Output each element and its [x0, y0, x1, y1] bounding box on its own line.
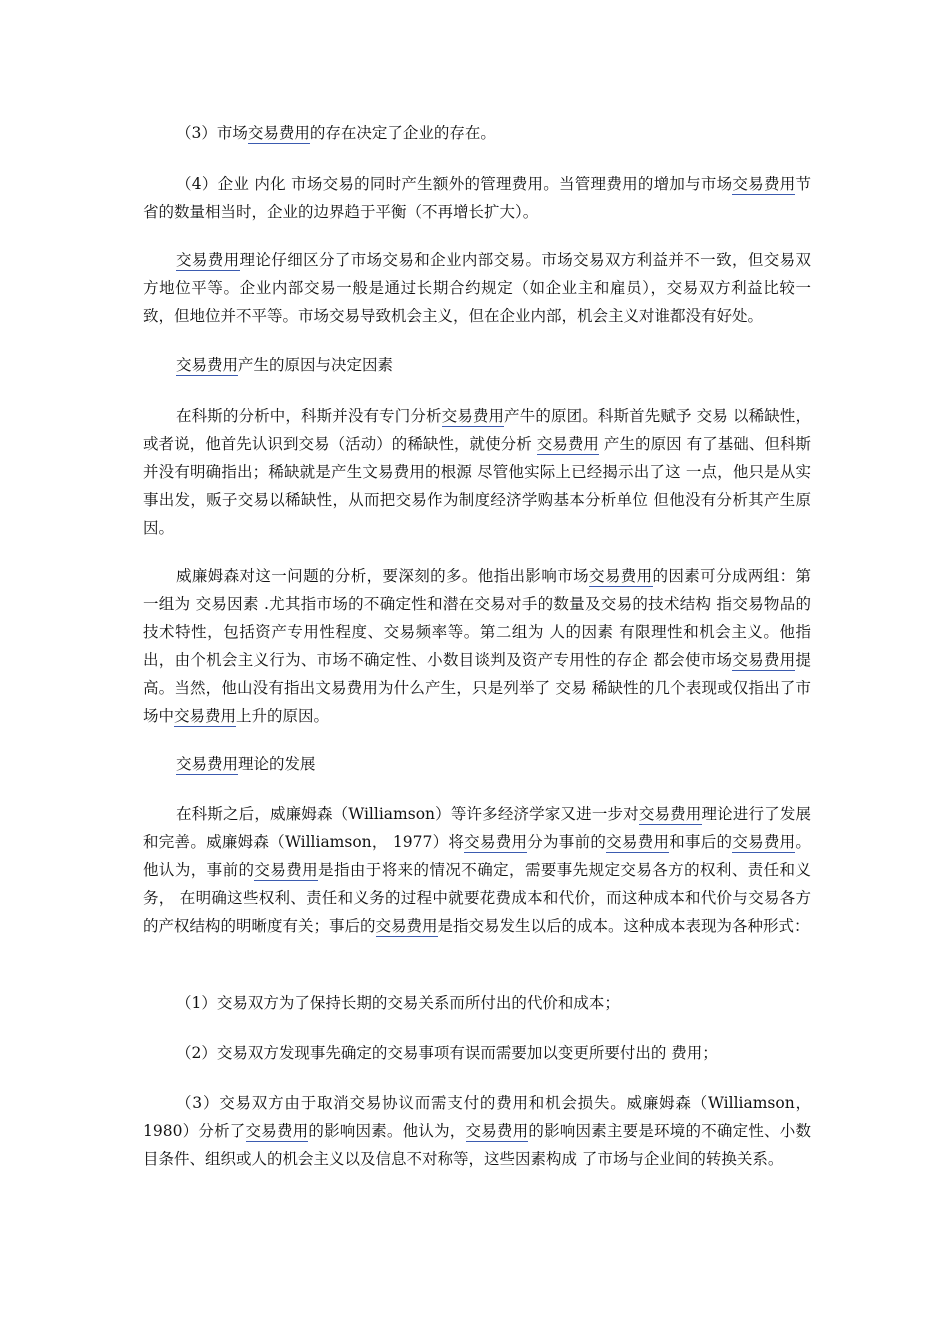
paragraph-text: （2）交易双方发现事先确定的交易事项有误而需要加以变更所要付出的 费用；	[176, 1044, 718, 1062]
paragraph-text: 。他认为，事前的	[143, 833, 811, 879]
term-link[interactable]: 交易费用	[375, 917, 438, 935]
paragraph-williamson-factors	[143, 562, 811, 730]
term-link[interactable]: 交易费用	[441, 407, 505, 425]
paragraph-text: （3）市场	[176, 124, 248, 142]
paragraph-3	[143, 246, 811, 330]
paragraph-text: 在科斯之后，威廉姆森（Williamson）等许多经济学家又进一步对	[176, 805, 639, 823]
list-item-3	[143, 1089, 811, 1173]
paragraph-text: 在科斯的分析中，科斯并没有专门分析	[176, 407, 442, 425]
term-link[interactable]: 交易费用	[732, 833, 796, 851]
paragraph-text: 是指由于将来的情况不确定，需要事先规定交易各方的权利、责任和义务， 在明确这些权利、责任和义务的过程中就要花费成本和代价，而这种成本和代价与交易各方的产权结构的明晰度有关；事后的	[143, 861, 811, 935]
term-link[interactable]: 交易费用	[174, 707, 237, 725]
paragraph-text: 的因素可分成两组：第一组为 交易因素 .尤其指市场的不确定性和潜在交易对手的数量及交易的技术结构 指交易物品的技术特性，包括资产专用性程度、交易频率等。第二组为 人的因素 有限理性和机会主义。他指出，由个机会主义行为、市场不确定性、小数目谈判及资产专用性的存企 都会使市场	[143, 567, 811, 669]
term-link[interactable]: 交易费用	[176, 251, 240, 269]
paragraph-text: 产生的原因与决定因素	[238, 356, 394, 374]
term-link[interactable]: 交易费用	[176, 755, 239, 773]
paragraph-text: 和事后的	[669, 833, 733, 851]
paragraph-text: 是指交易发生以后的成本。这种成本表现为各种形式：	[437, 917, 810, 935]
paragraph-text: 的影响因素。他认为，	[308, 1122, 466, 1140]
paragraph-text: 分为事前的	[527, 833, 607, 851]
list-item-1	[143, 989, 811, 1017]
paragraph-text: （4）企业 内化 市场交易的同时产生额外的管理费用。当管理费用的增加与市场	[176, 175, 733, 193]
paragraph-text: 提高。当然，他山没有指出文易费用为什么产生，只是列举了 交易 稀缺性的几个表现或仅指出了市场中	[143, 651, 811, 725]
term-link[interactable]: 交易费用	[254, 861, 319, 879]
paragraph-text: 威廉姆森对这一问题的分析，要深刻的多。他指出影响市场	[176, 567, 589, 585]
paragraph-text: 的存在决定了企业的存在。	[309, 124, 496, 142]
paragraph-text: （1）交易双方为了保持长期的交易关系而所付出的代价和成本；	[176, 994, 620, 1012]
paragraph-1	[143, 119, 811, 147]
term-link[interactable]: 交易费用	[588, 567, 653, 585]
paragraph-text: （3）交易双方由于取消交易协议而需支付的费用和机会损失。威廉姆森（Williamson，1980）分析了	[143, 1094, 811, 1140]
term-link[interactable]: 交易费用	[732, 651, 796, 669]
term-link[interactable]: 交易费用	[465, 1122, 529, 1140]
paragraph-text: 产牛的原团。科斯首先赋予 交易 以稀缺性，或者说，他首先认识到交易（活动）的稀缺性，就使分析	[143, 407, 811, 453]
section-heading-development	[143, 750, 811, 778]
paragraph-text: 的影响因素主要是环境的不确定性、小数目条件、组织或人的机会主义以及信息不对称等，这些因素构成 了市场与企业间的转换关系。	[143, 1122, 811, 1168]
paragraph-text: 理论进行了发展和完善。威廉姆森（Williamson， 1977）将	[143, 805, 811, 851]
paragraph-2	[143, 170, 811, 226]
list-item-2	[143, 1039, 811, 1067]
term-link[interactable]: 交易费用	[245, 1122, 309, 1140]
term-link[interactable]: 交易费用	[732, 175, 796, 193]
term-link[interactable]: 交易费用	[536, 435, 599, 453]
paragraph-coase	[143, 402, 811, 542]
term-link[interactable]: 交易费用	[247, 124, 310, 142]
paragraph-text: 产生的原因 有了基础、但科斯并没有明确指出；稀缺就是产生文易费用的根源 尽管他实际上已经揭示出了这 一点，他只是从实事出发，贩子交易以稀缺性，从而把交易作为制度经济学购基本分析单位 但他没有分析其产生原因。	[143, 435, 811, 537]
paragraph-text: 上升的原因。	[236, 707, 330, 725]
paragraph-text: 理论的发展	[238, 755, 316, 773]
paragraph-text: 节省的数量相当时，企业的边界趋于平衡（不再增长扩大）。	[143, 175, 811, 221]
paragraph-development	[143, 800, 811, 940]
section-heading-causes	[143, 351, 811, 379]
paragraph-text: 理论仔细区分了市场交易和企业内部交易。市场交易双方利益并不一致，但交易双方地位平等。企业内部交易一般是通过长期合约规定（如企业主和雇员），交易双方利益比较一致，但地位并不平等。市场交易导致机会主义，但在企业内部，机会主义对谁都没有好处。	[143, 251, 811, 325]
term-link[interactable]: 交易费用	[638, 805, 702, 823]
term-link[interactable]: 交易费用	[606, 833, 670, 851]
term-link[interactable]: 交易费用	[464, 833, 528, 851]
term-link[interactable]: 交易费用	[176, 356, 239, 374]
